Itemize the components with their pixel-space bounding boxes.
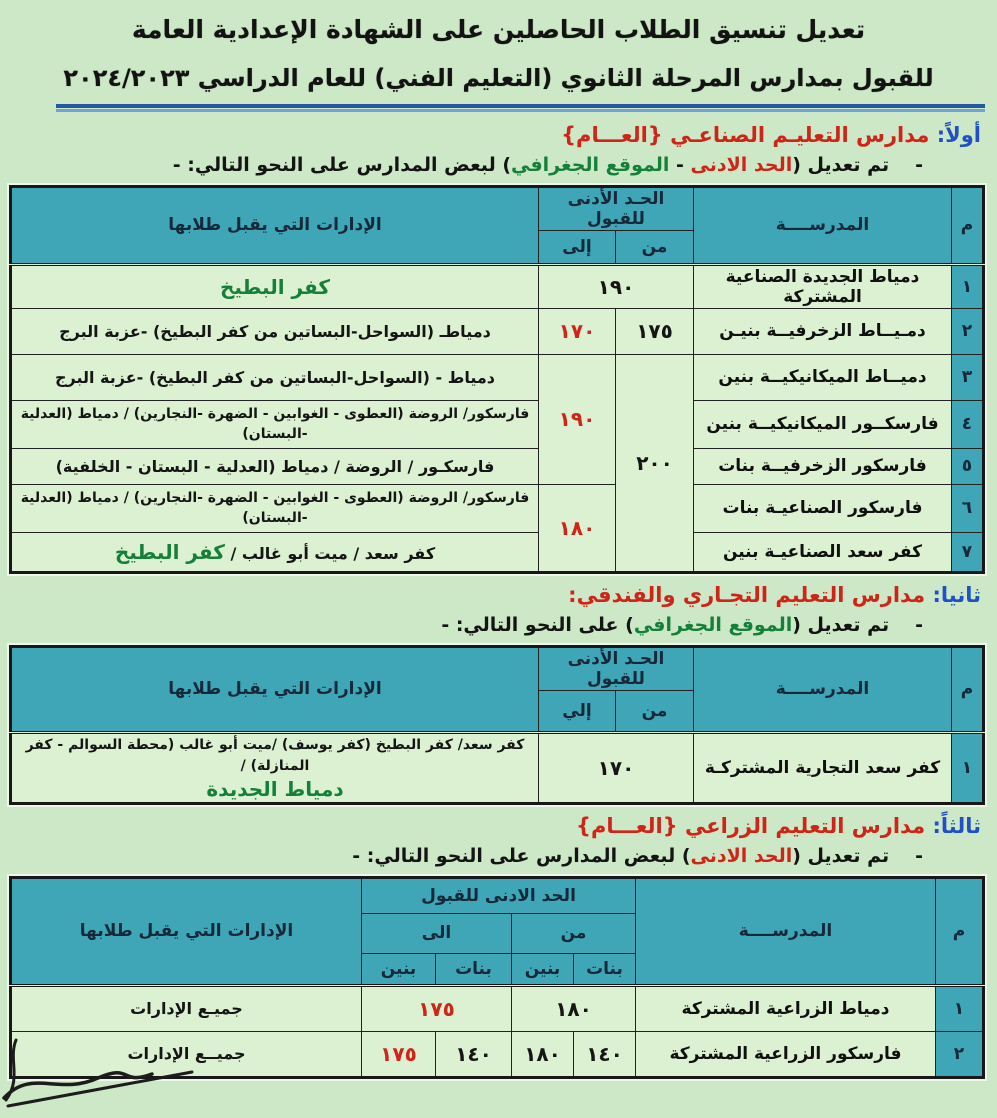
- admins-cell: [10, 532, 538, 572]
- school-name: دميــاط الميكانيكيــة بنين: [694, 354, 952, 400]
- t3-header-school: المدرســــة: [636, 877, 936, 985]
- section-3-title: مدارس التعليم الزراعي {العـــام}: [576, 813, 926, 838]
- school-name: فارسكــور الميكانيكيــة بنين: [694, 400, 952, 448]
- table-row: [10, 400, 983, 448]
- bullet-dash: -: [915, 844, 923, 867]
- score-to: ١٧٠: [538, 308, 615, 354]
- school-name: دمـيــاط الزخرفيــة بنيـن: [694, 308, 952, 354]
- admins-cell: جميــع الإدارات: [10, 1031, 361, 1077]
- admins-cell: جميـع الإدارات: [10, 985, 361, 1031]
- score-to-merged: ١٨٠: [538, 484, 615, 572]
- section-2-heading: [12, 580, 985, 610]
- t3-header-from-girls: بنات: [574, 953, 636, 985]
- admins-line1: كفر سعد/ كفر البطيخ (كفر يوسف) /ميت أبو غالب (محطة السوالم - كفر المنازلة) /: [25, 736, 525, 774]
- table-row: [10, 985, 983, 1031]
- section-1-title: مدارس التعليـم الصناعـي {العـــام}: [561, 122, 930, 147]
- score-from-all: ١٨٠: [512, 985, 636, 1031]
- agricultural-schools-table: [9, 876, 985, 1079]
- school-name: كفر سعد الصناعيـة بنين: [694, 532, 952, 572]
- industrial-schools-table: [9, 185, 985, 574]
- section-1-heading: [12, 120, 985, 150]
- row-number: ١: [952, 732, 984, 803]
- note-sep: -: [669, 153, 691, 176]
- t1-header-to: إلى: [538, 230, 615, 264]
- t2-header-school: المدرســــة: [694, 646, 952, 732]
- note-post: ) لبعض المدارس على النحو التالي: -: [352, 844, 691, 867]
- school-name: دمياط الجديدة الصناعية المشتركة: [694, 264, 952, 308]
- table-row: [10, 484, 983, 532]
- page-title-line1: تعديل تنسيق الطلاب الحاصلين على الشهادة الإعدادية العامة: [131, 15, 866, 44]
- note-text: [173, 154, 889, 176]
- section-2-title: مدارس التعليم التجـاري والفندقي:: [568, 582, 926, 607]
- school-name: كفر سعد التجارية المشتركـة: [694, 732, 952, 803]
- section-1-note: [12, 152, 985, 179]
- t3-header-min-group: الحد الادنى للقبول: [361, 877, 635, 913]
- score-to-boys: ١٧٥: [361, 1031, 435, 1077]
- row-number: ٢: [952, 308, 984, 354]
- score-range: ١٩٠: [538, 264, 693, 308]
- t3-header-num: م: [936, 877, 984, 985]
- t3-header-from: من: [512, 913, 636, 953]
- divider-rule: [56, 104, 985, 112]
- school-name: فارسكور الزخرفيــة بنات: [694, 448, 952, 484]
- bullet-dash: -: [915, 153, 923, 176]
- table-row: [10, 448, 983, 484]
- row-number: ٥: [952, 448, 984, 484]
- admins-cell: [10, 732, 538, 803]
- admins-cell: فارسكور/ الروضة (العطوى - الغوابين - الضهرة -النجارين) / دمياط (العدلية -البستان): [10, 400, 538, 448]
- admins-cell: دمياطـ (السواحل-البساتين من كفر البطيخ) -عزبة البرج: [10, 308, 538, 354]
- note-red-term: الحد الادنى: [690, 153, 793, 176]
- note-green-term: الموقع الجغرافي: [511, 153, 670, 176]
- t2-header-admins: الإدارات التي يقبل طلابها: [10, 646, 538, 732]
- t2-header-num: م: [952, 646, 984, 732]
- note-post: ) لبعض المدارس على النحو التالي: -: [172, 153, 511, 176]
- row-number: ٢: [936, 1031, 984, 1077]
- score-from-girls: ١٤٠: [574, 1031, 636, 1077]
- score-range: ١٧٠: [538, 732, 693, 803]
- t3-header-admins: الإدارات التي يقبل طلابها: [10, 877, 361, 985]
- note-text: [352, 845, 889, 867]
- t1-header-admins: الإدارات التي يقبل طلابها: [10, 186, 538, 264]
- t3-header-to-boys: بنين: [361, 953, 435, 985]
- note-pre: تم تعديل (: [792, 844, 890, 867]
- t1-header-num: م: [952, 186, 984, 264]
- row-number: ١: [936, 985, 984, 1031]
- note-green-term: الموقع الجغرافي: [633, 613, 793, 636]
- note-pre: تم تعديل (: [792, 613, 890, 636]
- t2-header-from: من: [616, 690, 694, 732]
- t3-header-to: الى: [361, 913, 511, 953]
- t2-header-to: إلي: [538, 690, 615, 732]
- admins-cell: فارسكور/ الروضة (العطوى - الغوابين - الضهرة -النجارين) / دمياط (العدلية -البستان): [10, 484, 538, 532]
- row-number: ٣: [952, 354, 984, 400]
- section-2-ordinal: ثانيا:: [932, 582, 981, 607]
- commercial-schools-table: [9, 645, 985, 805]
- score-to-all: ١٧٥: [361, 985, 511, 1031]
- bullet-dash: -: [915, 613, 923, 636]
- score-from: ١٧٥: [616, 308, 694, 354]
- table-row: [10, 354, 983, 400]
- score-to-girls: ١٤٠: [436, 1031, 512, 1077]
- row-number: ١: [952, 264, 984, 308]
- row-number: ٤: [952, 400, 984, 448]
- admins-highlight: دمياط الجديدة: [206, 776, 344, 801]
- t1-header-min-group: الحـد الأدنى للقبول: [538, 186, 693, 230]
- school-name: دمياط الزراعية المشتركة: [636, 985, 936, 1031]
- section-2-note: [12, 612, 985, 639]
- admins-highlight: كفر البطيخ: [219, 274, 330, 299]
- t1-header-from: من: [616, 230, 694, 264]
- t3-header-to-girls: بنات: [436, 953, 512, 985]
- admins-cell: دمياط - (السواحل-البساتين من كفر البطيخ) -عزبة البرج: [10, 354, 538, 400]
- table-row: [10, 264, 983, 308]
- school-name: فارسكور الزراعية المشتركة: [636, 1031, 936, 1077]
- score-to-merged: ١٩٠: [538, 354, 615, 484]
- admins-prefix: كفر سعد / ميت أبو غالب /: [224, 543, 436, 563]
- t1-header-school: المدرســــة: [694, 186, 952, 264]
- section-3-ordinal: ثالثاً:: [932, 813, 981, 838]
- score-from-boys: ١٨٠: [512, 1031, 574, 1077]
- page-title-line2: للقبول بمدارس المرحلة الثانوي (التعليم الفني) للعام الدراسي ٢٠٢٤/٢٠٢٣: [63, 63, 934, 92]
- row-number: ٧: [952, 532, 984, 572]
- section-1-ordinal: أولاً:: [936, 122, 981, 147]
- admins-cell: فارسكـور / الروضة / دمياط (العدلية - البستان - الخلفية): [10, 448, 538, 484]
- t2-header-min-group: الحـد الأدنى للقبول: [538, 646, 693, 690]
- table-row: [10, 732, 983, 803]
- note-text: [441, 614, 889, 636]
- table-row: [10, 1031, 983, 1077]
- section-3-note: [12, 843, 985, 870]
- row-number: ٦: [952, 484, 984, 532]
- score-from-merged: ٢٠٠: [616, 354, 694, 572]
- table-row: [10, 532, 983, 572]
- t3-header-from-boys: بنين: [512, 953, 574, 985]
- table-row: [10, 308, 983, 354]
- note-post: ) على النحو التالي: -: [441, 613, 634, 636]
- note-pre: تم تعديل (: [792, 153, 890, 176]
- admins-highlight: كفر البطيخ: [114, 539, 225, 564]
- note-red-term: الحد الادنى: [690, 844, 793, 867]
- school-name: فارسكور الصناعيـة بنات: [694, 484, 952, 532]
- admins-cell: [10, 264, 538, 308]
- section-3-heading: [12, 811, 985, 841]
